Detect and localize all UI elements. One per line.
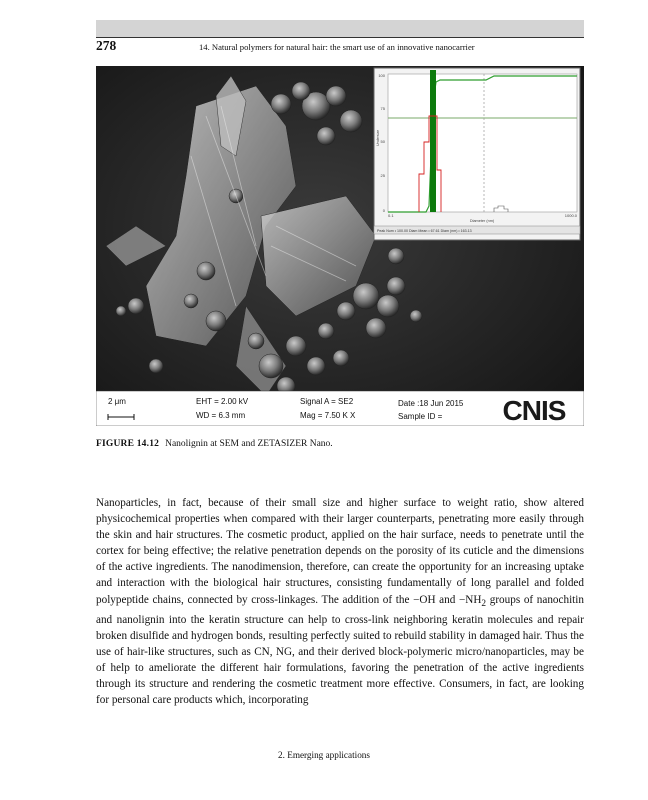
dls-inset-chart <box>374 68 580 240</box>
wd-value: WD = 6.3 mm <box>196 411 246 420</box>
inset-xmax: 1000.0 <box>564 213 577 218</box>
scalebar-label: 2 μm <box>108 397 126 406</box>
eht-value: EHT = 2.00 kV <box>196 397 249 406</box>
cnis-logo: CNIS <box>502 395 566 426</box>
sem-micrograph <box>96 66 584 426</box>
signal-value: Signal A = SE2 <box>300 397 354 406</box>
inset-ytick: 25 <box>380 173 385 178</box>
sem-info-bar <box>96 391 584 426</box>
inset-ytick: 75 <box>380 106 385 111</box>
inset-ytick: 100 <box>378 73 385 78</box>
inset-ylabel: Undersize <box>376 129 380 146</box>
date-value: Date :18 Jun 2015 <box>398 399 464 408</box>
inset-ytick: 50 <box>380 139 385 144</box>
inset-xmin: 0.1 <box>388 213 394 218</box>
body-text-part-1: Nanoparticles, in fact, because of their small size and higher surface to weight ratio, show altered physicochemical properties when compared with their larger counterparts, penetrating more easily through the skin and hair structures. The cosmetic product, applied on the hair surface, needs to penetrate until the cortex for being effective; the relative penetration depends on the porosity of its cuticle and the dimensions of the active ingredients. The nanodimension, therefore, can create the opportunity for an increasing uptake and interaction with the biological hair structures, consisting fundamentally of long parallel and folded polypeptide chains, connected by cross-linkages. The addition of the −OH and −NH <box>96 497 584 606</box>
caption-text: Nanolignin at SEM and ZETASIZER Nano. <box>165 439 333 449</box>
mag-value: Mag = 7.50 K X <box>300 411 356 420</box>
inset-footer: Peak Num • 100.00 Diam Mean • 67.61 Diam (nm) • 163.13 <box>377 229 472 233</box>
body-paragraph <box>96 495 584 708</box>
subscript-2: 2 <box>481 598 487 609</box>
header-band <box>96 20 584 37</box>
figure-caption <box>96 437 333 451</box>
caption-label: FIGURE 14.12 <box>96 439 160 449</box>
figure-14-12 <box>96 66 584 426</box>
page-number: 278 <box>96 38 117 53</box>
inset-xlabel: Diameter (nm) <box>469 219 495 223</box>
body-text-part-2: groups of nanochitin and nanolignin into the keratin structure can help to cross-link neighboring keratin molecules and repair broken disulfide and hydrogen bonds, resulting perfectly suited to rebuild stability in damaged hair. Thus the use of hair-like structures, such as CN, NG, and their derived block-polymeric micro/nanoparticles, may be of help to ameliorate the different hair formulations, favoring the penetration of the active ingredients through its structure and rendering the cosmetic treatment more effective. Consumers, in fact, are looking for personal care products which, incorporating <box>96 593 584 707</box>
inset-peak-bar <box>430 70 436 212</box>
inset-ytick: 0 <box>382 208 385 213</box>
running-head: 14. Natural polymers for natural hair: the smart use of an innovative nanocarrier <box>199 42 475 52</box>
header-rule <box>96 37 584 38</box>
sample-value: Sample ID = <box>398 412 443 421</box>
page-footer: 2. Emerging applications <box>278 750 370 760</box>
